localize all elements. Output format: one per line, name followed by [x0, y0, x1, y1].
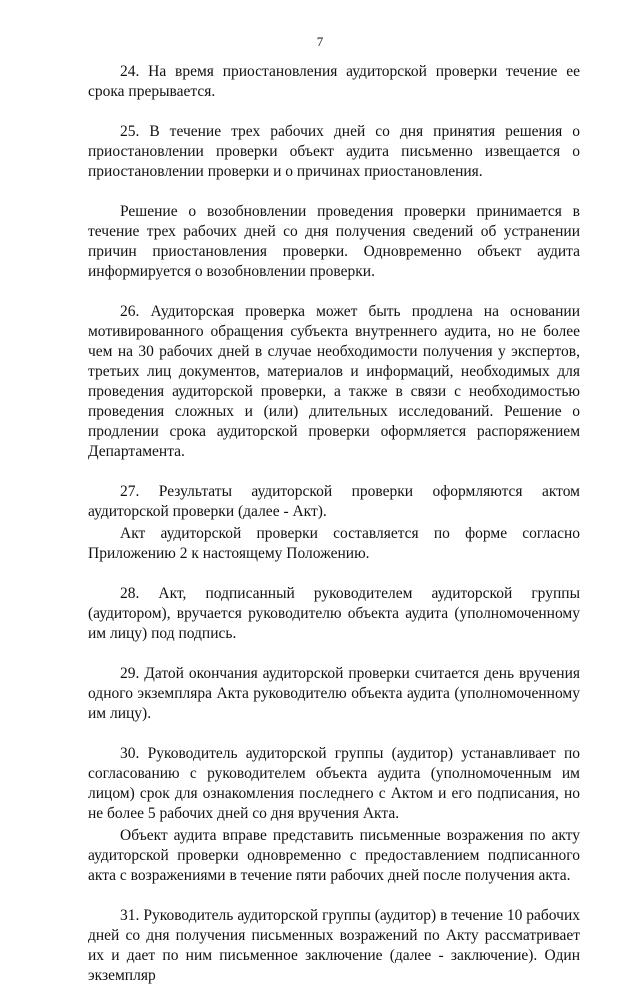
- paragraph-objections: Объект аудита вправе представить письменные возражения по акту аудиторской проверки одновременно с предоставлением подписанного акта с возражениями в течение пяти рабочих дней после получения акта.: [88, 827, 580, 884]
- paragraph-resumption: Решение о возобновлении проведения проверки принимается в течение трех рабочих дней со дня получения сведений об устранении причин приостановления проверки. Одновременно объект аудита информируется о возобновлении проверки.: [88, 203, 580, 280]
- paragraph-25: 25. В течение трех рабочих дней со дня принятия решения о приостановлении проверки объект аудита письменно извещается о приостановлении проверки и о причинах приостановления.: [88, 123, 580, 180]
- page-number: 7: [316, 34, 324, 49]
- paragraph-31: 31. Руководитель аудиторской группы (аудитор) в течение 10 рабочих дней со дня получения письменных возражений по Акту рассматривает их и дает по ним письменное заключение (далее - заключение). Один экземпляр: [88, 907, 580, 984]
- paragraph-27: 27. Результаты аудиторской проверки оформляются актом аудиторской проверки (далее - Акт).: [88, 483, 580, 520]
- document-body: [88, 62, 580, 986]
- paragraph-24: 24. На время приостановления аудиторской проверки течение ее срока прерывается.: [88, 63, 580, 100]
- paragraph-29: 29. Датой окончания аудиторской проверки считается день вручения одного экземпляра Акта руководителю объекта аудита (уполномоченному им лицу).: [88, 665, 580, 722]
- paragraph-30: 30. Руководитель аудиторской группы (аудитор) устанавливает по согласованию с руководителем объекта аудита (уполномоченным им лицом) срок для ознакомления последнего с Актом и его подписания, но не более 5 рабочих дней со дня вручения Акта.: [88, 745, 580, 822]
- paragraph-act-form: Акт аудиторской проверки составляется по форме согласно Приложению 2 к настоящему Положению.: [88, 525, 580, 562]
- paragraph-26: 26. Аудиторская проверка может быть продлена на основании мотивированного обращения субъекта внутреннего аудита, но не более чем на 30 рабочих дней в случае необходимости получения у экспертов, третьих лиц документов, материалов и информаций, необходимых для проведения аудиторской проверки, а также в связи с необходимостью проведения сложных и (или) длительных исследований. Решение о продлении срока аудиторской проверки оформляется распоряжением Департамента.: [88, 303, 580, 460]
- paragraph-28: 28. Акт, подписанный руководителем аудиторской группы (аудитором), вручается руководителю объекта аудита (уполномоченному им лицу) под подпись.: [88, 585, 580, 642]
